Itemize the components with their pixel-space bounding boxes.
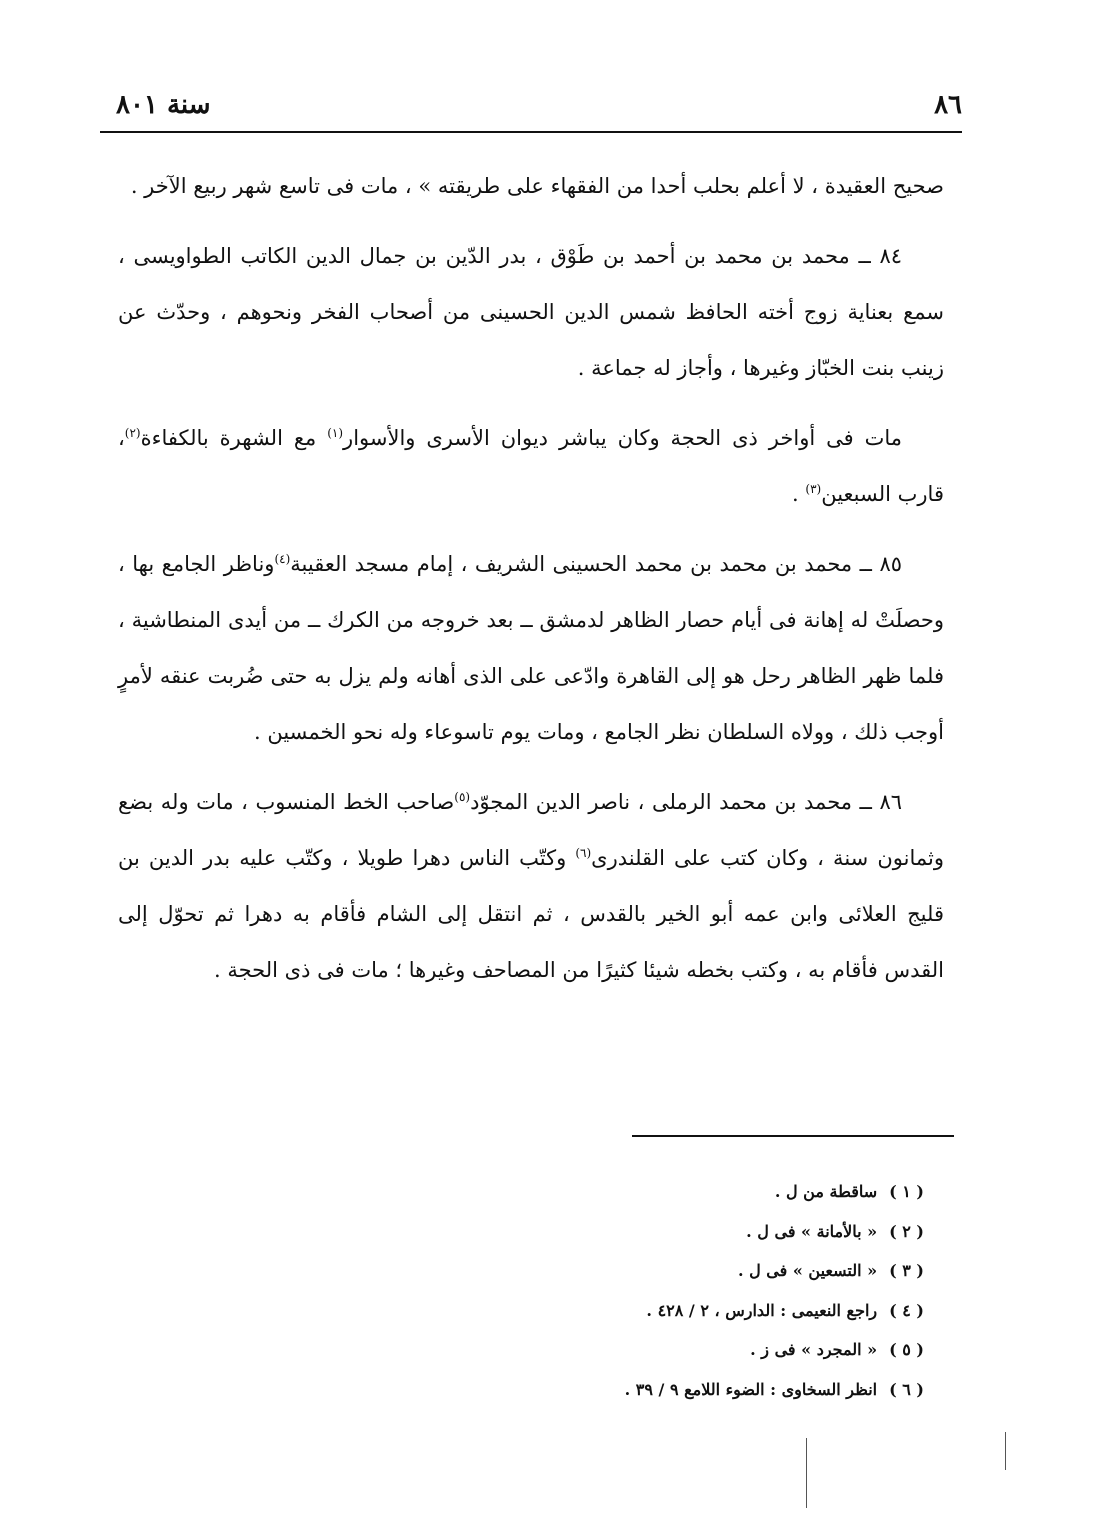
footnote-number: ( ٢ ) [889, 1221, 924, 1241]
footnote-1 [560, 1172, 924, 1212]
header-rule [100, 131, 962, 133]
year-heading: سنة ٨٠١ [116, 90, 211, 120]
entry-84-death-note [118, 410, 944, 522]
entry-86-text-b: صاحب الخط المنسوب ، مات وله بضع وثمانون سنة ، وكان كتب على القلندرى [118, 790, 944, 870]
footnote-number: ( ١ ) [889, 1182, 924, 1201]
entry-86 [118, 774, 944, 998]
footnote-ref-6[interactable]: (٦) [575, 846, 592, 860]
footnote-ref-5[interactable]: (٥) [454, 790, 471, 804]
footnote-text: انظر السخاوى : الضوء اللامع ٩ / ٣٩ . [624, 1379, 878, 1399]
scan-artifact-line [1005, 1432, 1006, 1470]
footnote-rule [632, 1135, 954, 1137]
footnote-4 [560, 1291, 924, 1331]
footnote-2 [560, 1212, 924, 1252]
footnote-text: « بالأمانة » فى ل . [746, 1221, 878, 1241]
entry-84-death-text-d: . [792, 482, 806, 506]
entry-84-death-text-a: مات فى أواخر ذى الحجة وكان يباشر ديوان الأسرى والأسوار [343, 426, 902, 450]
footnote-number: ( ٤ ) [889, 1300, 924, 1320]
footnote-number: ( ٥ ) [889, 1340, 924, 1359]
footnote-number: ( ٣ ) [889, 1261, 924, 1280]
footnotes [560, 1172, 924, 1409]
scan-artifact-line [806, 1438, 807, 1508]
footnote-ref-2[interactable]: (٢) [124, 426, 141, 440]
page-number: ٨٦ [934, 90, 962, 120]
entry-85 [118, 536, 944, 760]
footnote-ref-1[interactable]: (١) [327, 426, 344, 440]
entry-84-death-text-b: مع الشهرة بالكفاءة [140, 426, 328, 450]
entry-84-death-text-c: ، قارب السبعين [118, 426, 944, 506]
footnote-6 [560, 1370, 924, 1410]
entry-86-text-c: وكتّب الناس دهرا طويلا ، وكتّب عليه بدر الدين بن قليج العلائى وابن عمه أبو الخير بالقدس ، ثم انتقل إلى الشام فأقام به دهرا ثم تحوّل إلى القدس فأقام به ، وكتب بخطه شيئا كثيرًا من المصاحف وغيرها ؛ مات فى ذى الحجة . [118, 846, 944, 982]
footnote-ref-3[interactable]: (٣) [805, 482, 822, 496]
footnote-text: « المجرد » فى ز . [750, 1340, 878, 1359]
entry-86-text-a: ٨٦ ــ محمد بن محمد الرملى ، ناصر الدين المجوّد [470, 790, 902, 814]
footnote-5 [560, 1330, 924, 1370]
entry-85-text-b: وناظر الجامع بها ، وحصلَتْ له إهانة فى أيام حصار الظاهر لدمشق ــ بعد خروجه من الكرك ــ من أيدى المنطاشية ، فلما ظهر الظاهر رحل هو إلى القاهرة وادّعى على الذى أهانه ولم يزل به حتى ضُربت عنقه لأمرٍ أوجب ذلك ، وولاه السلطان نظر الجامع ، ومات يوم تاسوعاء وله نحو الخمسين . [118, 552, 944, 744]
footnote-number: ( ٦ ) [889, 1379, 924, 1399]
entry-84: ٨٤ ــ محمد بن محمد بن أحمد بن طَوْق ، بدر الدّين بن جمال الدين الكاتب الطواويسى ، سمع بعناية زوج أخته الحافظ شمس الدين الحسينى من أصحاب الفخر ونحوهم ، وحدّث عن زينب بنت الخبّاز وغيرها ، وأجاز له جماعة . [118, 244, 944, 380]
footnote-text: « التسعين » فى ل . [737, 1261, 878, 1280]
footnote-3 [560, 1251, 924, 1291]
entry-85-text-a: ٨٥ ــ محمد بن محمد بن محمد الحسينى الشريف ، إمام مسجد العقيبة [290, 552, 902, 576]
body-text [118, 158, 944, 1012]
running-head [116, 84, 962, 128]
footnote-text: ساقطة من ل . [774, 1182, 878, 1201]
paragraph-continuation: صحيح العقيدة ، لا أعلم بحلب أحدا من الفقهاء على طريقته » ، مات فى تاسع شهر ربيع الآخر . [130, 174, 944, 198]
footnote-ref-4[interactable]: (٤) [274, 552, 291, 566]
footnote-text: راجع النعيمى : الدارس ، ٢ / ٤٢٨ . [646, 1300, 878, 1320]
